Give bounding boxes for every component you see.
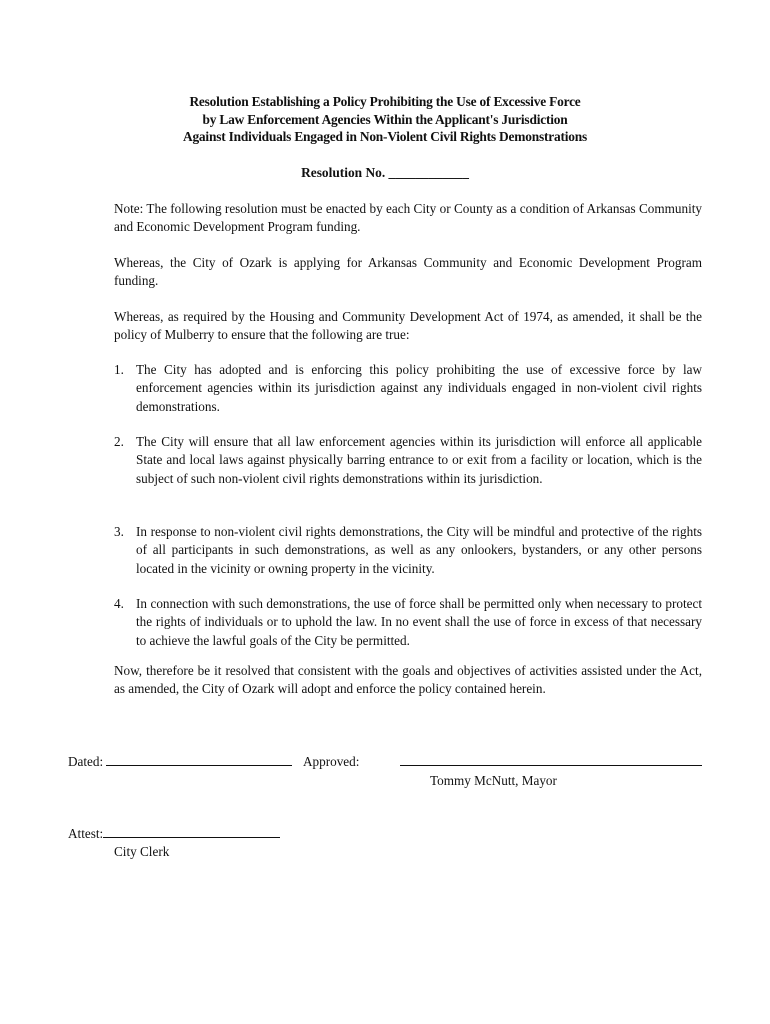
note-paragraph: Note: The following resolution must be enacted by each City or County as a condition of Arkansas Community and Economic Development Program funding. bbox=[114, 201, 702, 235]
resolution-number-label: Resolution No. bbox=[301, 165, 386, 180]
list-item-text: In connection with such demonstrations, the use of force shall be permitted only when necessary to protect the rights of individuals or to uphold the law. In no event shall the use of force in excess of that necessary to achieve the lawful goals of the City be permitted. bbox=[136, 596, 702, 648]
title-line-3: Against Individuals Engaged in Non-Violent Civil Rights Demonstrations bbox=[182, 129, 588, 144]
whereas-paragraph-2: Whereas, as required by the Housing and Community Development Act of 1974, as amended, it shall be the policy of Mulberry to ensure that the following are true: bbox=[114, 309, 702, 343]
resolution-number bbox=[100, 164, 670, 182]
approved-signature-line[interactable] bbox=[400, 753, 702, 766]
dated-line[interactable] bbox=[106, 753, 292, 766]
mayor-name: Tommy McNutt, Mayor bbox=[430, 773, 557, 788]
whereas-paragraph-1: Whereas, the City of Ozark is applying for Arkansas Community and Economic Development Program funding. bbox=[114, 255, 702, 289]
resolution-number-blank: ____________ bbox=[388, 165, 469, 180]
list-item-text: The City has adopted and is enforcing this policy prohibiting the use of excessive force by law enforcement agencies within its jurisdiction against any individuals engaged in non-violent civil rights demonstrations. bbox=[136, 362, 702, 414]
city-clerk-label: City Clerk bbox=[114, 844, 170, 859]
attest-field bbox=[68, 825, 280, 843]
attest-signature-line[interactable] bbox=[103, 825, 280, 838]
resolved-paragraph: Now, therefore be it resolved that consistent with the goals and objectives of activities assisted under the Act, as amended, the City of Ozark will adopt and enforce the policy contained herein. bbox=[114, 663, 702, 697]
list-item-text: The City will ensure that all law enforcement agencies within its jurisdiction will enforce all applicable State and local laws against physically barring entrance to or exit from a facility or location, which is the subject of such non-violent civil rights demonstrations within its jurisdiction. bbox=[136, 434, 702, 486]
list-item-number: 3. bbox=[114, 524, 124, 539]
list-item-number: 2. bbox=[114, 434, 124, 449]
approved-field bbox=[400, 753, 702, 771]
resolution-title bbox=[100, 93, 670, 146]
dated-label: Dated: bbox=[68, 754, 104, 769]
dated-field bbox=[68, 753, 292, 771]
approved-label: Approved: bbox=[303, 754, 360, 769]
list-item-number: 4. bbox=[114, 596, 124, 611]
title-line-2: by Law Enforcement Agencies Within the Applicant's Jurisdiction bbox=[202, 111, 568, 127]
list-item-number: 1. bbox=[114, 362, 124, 377]
title-line-1: Resolution Establishing a Policy Prohibiting the Use of Excessive Force bbox=[189, 94, 581, 109]
list-item-text: In response to non-violent civil rights demonstrations, the City will be mindful and protective of the rights of all participants in such demonstrations, as well as any onlookers, bystanders, or any other persons located in the vicinity or owning property in the vicinity. bbox=[136, 524, 702, 576]
attest-label: Attest: bbox=[68, 826, 104, 841]
